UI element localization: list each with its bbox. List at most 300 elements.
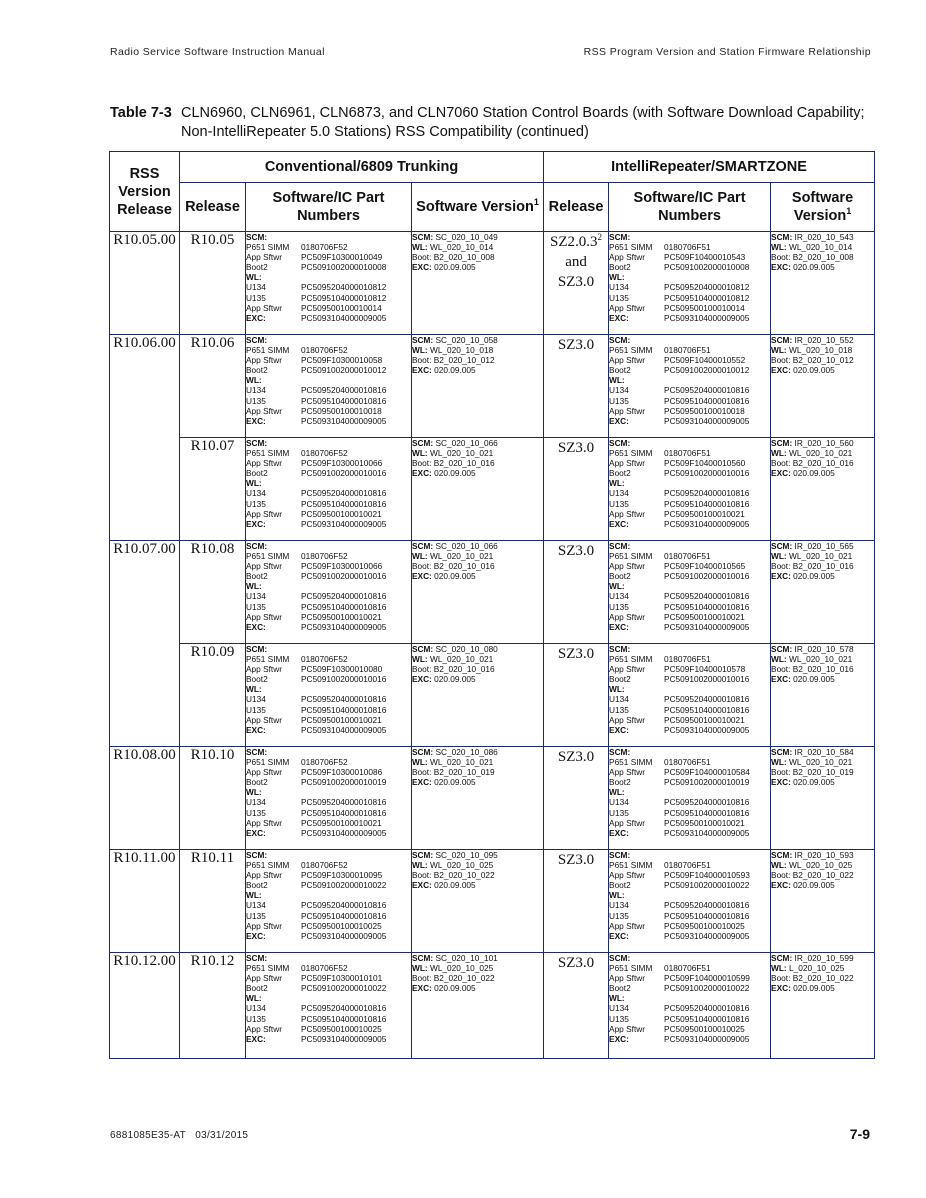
part-line <box>609 438 770 448</box>
ir-release-cell <box>544 541 609 644</box>
part-label: U134 <box>246 282 266 293</box>
version-value: IR_020_10_584 <box>794 747 854 757</box>
part-label: WL: <box>246 890 262 901</box>
part-label: Boot2 <box>609 262 631 273</box>
part-label: App Sftwr <box>609 973 645 984</box>
part-line <box>609 1024 770 1034</box>
part-label: U134 <box>609 488 629 499</box>
version-value: 020.09.005 <box>793 365 835 376</box>
version-value: SC_020_10_049 <box>435 232 498 242</box>
part-line <box>246 262 411 272</box>
part-number: PC5093104000009005 <box>664 415 750 426</box>
ir-release-line: SZ3.0 <box>557 274 595 290</box>
part-number: PC5091002000010016 <box>301 674 387 685</box>
version-line <box>771 345 874 355</box>
version-line <box>412 644 543 654</box>
part-label: App Sftwr <box>246 302 282 313</box>
ir-release-line: SZ3.0 <box>557 955 595 971</box>
part-label: U134 <box>609 282 629 293</box>
part-number: PC5091002000010022 <box>301 983 387 994</box>
part-number: PC5093104000009005 <box>664 621 750 632</box>
part-line <box>609 797 770 807</box>
rss-version-cell: R10.06.00 <box>110 335 180 541</box>
conv-release-cell: R10.06 <box>180 335 246 438</box>
version-line <box>771 963 874 973</box>
part-label: P651 SIMM <box>609 860 653 871</box>
part-number: PC5095104000010816 <box>301 601 387 612</box>
conv-release-cell: R10.09 <box>180 644 246 747</box>
part-label: U134 <box>246 591 266 602</box>
version-line <box>771 747 874 757</box>
version-label: EXC: <box>771 468 791 479</box>
part-label: EXC: <box>609 724 629 735</box>
part-line <box>609 448 770 458</box>
version-value: WL_020_10_021 <box>429 551 494 562</box>
version-label: SCM: <box>412 747 434 757</box>
part-line <box>246 365 411 375</box>
part-label: Boot2 <box>609 468 631 479</box>
version-label: SCM: <box>771 232 793 242</box>
part-number: PC5095204000010816 <box>664 1003 750 1014</box>
part-line <box>609 828 770 838</box>
part-line <box>609 602 770 612</box>
version-label: EXC: <box>412 880 432 891</box>
part-line <box>609 818 770 828</box>
version-label: Boot: <box>412 767 432 778</box>
conv-software-version-cell <box>412 232 544 335</box>
part-label: U134 <box>246 488 266 499</box>
version-label: WL: <box>412 551 428 562</box>
part-line <box>609 1003 770 1013</box>
part-number: PC509F10300010095 <box>301 870 383 881</box>
part-number: PC5091002000010012 <box>301 365 387 376</box>
part-label: P651 SIMM <box>246 551 290 562</box>
version-value: B2_020_10_019 <box>792 767 854 778</box>
part-number: PC5093104000009005 <box>301 930 387 941</box>
part-label: U135 <box>246 807 266 818</box>
version-value: B2_020_10_012 <box>792 355 854 366</box>
version-label: SCM: <box>412 232 434 242</box>
version-line <box>771 654 874 664</box>
part-label: P651 SIMM <box>609 757 653 768</box>
part-line <box>609 355 770 365</box>
version-value: WL_020_10_021 <box>789 654 853 665</box>
part-line <box>246 602 411 612</box>
part-number: 0180706F52 <box>301 551 348 562</box>
page-number: 7-9 <box>849 1126 870 1142</box>
part-number: PC5093104000009005 <box>664 827 750 838</box>
version-label: EXC: <box>412 777 432 788</box>
part-line <box>246 468 411 478</box>
version-value: WL_020_10_014 <box>789 242 853 253</box>
part-line <box>246 828 411 838</box>
version-line <box>771 468 874 478</box>
table-row <box>110 541 875 644</box>
version-value: WL_020_10_021 <box>429 448 494 459</box>
ir-release-cell <box>544 953 609 1059</box>
part-label: Boot2 <box>246 262 268 273</box>
version-label: Boot: <box>412 355 432 366</box>
version-label: EXC: <box>412 262 432 273</box>
part-line <box>609 694 770 704</box>
version-line <box>771 571 874 581</box>
part-line <box>609 911 770 921</box>
ir-release-cell <box>544 644 609 747</box>
version-value: IR_020_10_578 <box>794 644 854 654</box>
version-line <box>771 355 874 365</box>
part-label: U134 <box>246 385 266 396</box>
header-conv-release: Release <box>180 183 246 232</box>
part-number: PC5095104000010816 <box>301 498 387 509</box>
footer-doc-id: 6881085E35-AT <box>110 1130 186 1141</box>
part-line <box>246 900 411 910</box>
part-label: EXC: <box>246 724 266 735</box>
version-value: IR_020_10_543 <box>794 232 854 242</box>
ir-release-cell <box>544 850 609 953</box>
version-line <box>412 365 543 375</box>
part-label: WL: <box>246 581 262 592</box>
version-line <box>412 757 543 767</box>
part-line <box>609 519 770 529</box>
version-label: EXC: <box>771 777 791 788</box>
version-value: SC_020_10_095 <box>435 850 498 860</box>
footer-date: 03/31/2015 <box>195 1130 249 1141</box>
part-number: PC5093104000009005 <box>664 518 750 529</box>
conv-part-numbers-cell <box>246 850 412 953</box>
part-label: EXC: <box>609 1033 629 1044</box>
part-label: U135 <box>609 807 629 818</box>
part-number: PC509500100010021 <box>301 714 382 725</box>
version-label: WL: <box>771 448 787 459</box>
part-number: 0180706F51 <box>664 345 711 356</box>
part-label: P651 SIMM <box>609 448 653 459</box>
part-line <box>609 850 770 860</box>
part-line <box>609 406 770 416</box>
part-line <box>609 458 770 468</box>
part-line <box>609 880 770 890</box>
version-line <box>771 242 874 252</box>
version-label: EXC: <box>771 262 791 273</box>
part-number: PC509500100010025 <box>301 1023 382 1034</box>
version-label: Boot: <box>771 870 791 881</box>
part-line <box>246 725 411 735</box>
table-row <box>110 232 875 335</box>
version-value: 020.09.005 <box>434 880 476 891</box>
conv-software-version-cell <box>412 644 544 747</box>
part-label: App Sftwr <box>609 252 645 263</box>
part-label: U135 <box>246 910 266 921</box>
part-label: Boot2 <box>246 777 268 788</box>
part-number: PC5095204000010816 <box>664 488 750 499</box>
part-line <box>246 551 411 561</box>
part-number: 0180706F52 <box>301 963 348 974</box>
version-line <box>771 448 874 458</box>
table-body <box>110 232 875 1059</box>
version-line <box>412 335 543 345</box>
version-value: SC_020_10_066 <box>435 541 498 551</box>
version-value: 020.09.005 <box>434 365 476 376</box>
part-line <box>246 953 411 963</box>
conv-release-cell: R10.11 <box>180 850 246 953</box>
table-caption <box>110 104 870 142</box>
version-value: B2_020_10_016 <box>433 561 495 572</box>
version-label: EXC: <box>412 571 432 582</box>
part-line <box>609 252 770 262</box>
part-line <box>609 571 770 581</box>
table-title: CLN6960, CLN6961, CLN6873, and CLN7060 Station Control Boards (with Software Download Capability; Non-IntelliRepeater 5.0 Stations) RSS Compatibility (continued) <box>181 105 865 140</box>
version-line <box>412 252 543 262</box>
part-label: SCM: <box>246 438 268 448</box>
part-label: App Sftwr <box>609 664 645 675</box>
part-label: SCM: <box>609 953 631 963</box>
part-number: PC5091002000010012 <box>664 365 750 376</box>
version-label: WL: <box>771 963 787 974</box>
conv-part-numbers-cell <box>246 953 412 1059</box>
part-line <box>609 282 770 292</box>
part-label: App Sftwr <box>609 355 645 366</box>
part-label: App Sftwr <box>609 405 645 416</box>
version-value: 020.09.005 <box>793 880 835 891</box>
part-number: PC5091002000010022 <box>664 880 750 891</box>
version-value: IR_020_10_565 <box>794 541 854 551</box>
part-label: U135 <box>246 292 266 303</box>
ir-release-line: SZ3.0 <box>557 543 595 559</box>
part-number: PC509500100010021 <box>664 817 745 828</box>
version-value: B2_020_10_016 <box>792 458 854 469</box>
part-line <box>246 654 411 664</box>
part-line <box>609 808 770 818</box>
part-label: SCM: <box>246 850 268 860</box>
part-line <box>609 705 770 715</box>
part-label: U134 <box>246 694 266 705</box>
part-label: WL: <box>246 478 262 489</box>
version-line <box>412 458 543 468</box>
part-line <box>246 272 411 282</box>
part-line <box>246 818 411 828</box>
part-label: WL: <box>609 890 625 901</box>
part-line <box>609 993 770 1003</box>
conv-part-numbers-cell <box>246 232 412 335</box>
version-line <box>771 644 874 654</box>
version-value: L_020_10_025 <box>789 963 845 974</box>
part-line <box>246 880 411 890</box>
version-label: WL: <box>412 242 428 253</box>
version-line <box>412 767 543 777</box>
part-number: 0180706F51 <box>664 448 711 459</box>
part-number: PC509500100010025 <box>664 1023 745 1034</box>
ir-part-numbers-cell <box>609 541 771 644</box>
part-number: PC5095104000010816 <box>301 704 387 715</box>
version-label: SCM: <box>771 644 793 654</box>
part-number: 0180706F52 <box>301 654 348 665</box>
conv-release-cell: R10.12 <box>180 953 246 1059</box>
part-label: U134 <box>609 900 629 911</box>
part-number: PC5095204000010816 <box>301 1003 387 1014</box>
part-line <box>246 797 411 807</box>
part-line <box>246 808 411 818</box>
part-line <box>246 612 411 622</box>
part-line <box>609 622 770 632</box>
part-number: PC5093104000009005 <box>301 621 387 632</box>
ir-release-cell <box>544 747 609 850</box>
part-line <box>246 715 411 725</box>
part-number: PC5095204000010816 <box>301 488 387 499</box>
part-number: PC509500100010021 <box>664 508 745 519</box>
part-line <box>609 581 770 591</box>
part-label: U135 <box>609 292 629 303</box>
version-value: WL_020_10_025 <box>789 860 853 871</box>
version-line <box>412 541 543 551</box>
part-label: U134 <box>609 591 629 602</box>
version-label: WL: <box>412 860 428 871</box>
part-label: P651 SIMM <box>609 242 653 253</box>
part-label: P651 SIMM <box>609 654 653 665</box>
part-label: U135 <box>609 498 629 509</box>
part-label: U134 <box>246 797 266 808</box>
part-line <box>246 890 411 900</box>
part-number: PC5095104000010812 <box>664 292 750 303</box>
version-value: IR_020_10_599 <box>794 953 854 963</box>
part-number: PC5095204000010816 <box>301 591 387 602</box>
part-label: App Sftwr <box>246 920 282 931</box>
part-label: U135 <box>246 1013 266 1024</box>
part-label: P651 SIMM <box>609 551 653 562</box>
version-line <box>412 355 543 365</box>
part-line <box>609 365 770 375</box>
version-label: WL: <box>771 654 787 665</box>
part-line <box>246 684 411 694</box>
conv-part-numbers-cell <box>246 644 412 747</box>
version-label: SCM: <box>412 850 434 860</box>
part-line <box>609 262 770 272</box>
part-label: EXC: <box>246 312 266 323</box>
ir-software-version-cell <box>771 438 875 541</box>
version-value: WL_020_10_014 <box>429 242 494 253</box>
part-label: SCM: <box>246 644 268 654</box>
part-label: SCM: <box>609 541 631 551</box>
ir-part-numbers-cell <box>609 335 771 438</box>
part-line <box>246 664 411 674</box>
conv-release-cell: R10.07 <box>180 438 246 541</box>
part-number: PC509F10400010565 <box>664 561 746 572</box>
part-line <box>246 242 411 252</box>
part-number: PC5091002000010022 <box>664 983 750 994</box>
part-number: PC5095104000010812 <box>301 292 387 303</box>
part-line <box>246 438 411 448</box>
part-line <box>246 931 411 941</box>
part-number: PC5095104000010816 <box>664 498 750 509</box>
part-line <box>246 385 411 395</box>
ir-part-numbers-cell <box>609 438 771 541</box>
version-value: 020.09.005 <box>434 262 476 273</box>
part-line <box>609 757 770 767</box>
version-line <box>771 458 874 468</box>
version-line <box>412 242 543 252</box>
part-label: P651 SIMM <box>246 860 290 871</box>
header-ir-release: Release <box>544 183 609 232</box>
part-line <box>609 1034 770 1044</box>
part-line <box>609 242 770 252</box>
version-line <box>771 767 874 777</box>
version-line <box>771 983 874 993</box>
part-label: P651 SIMM <box>246 963 290 974</box>
part-number: PC5093104000009005 <box>664 724 750 735</box>
part-number: PC509F104000010599 <box>664 973 750 984</box>
part-label: WL: <box>609 272 625 283</box>
part-label: WL: <box>246 272 262 283</box>
rss-version-cell: R10.07.00 <box>110 541 180 747</box>
part-label: WL: <box>609 993 625 1004</box>
part-number: PC5091002000010016 <box>301 571 387 582</box>
table-row <box>110 953 875 1059</box>
version-value: B2_020_10_022 <box>433 973 495 984</box>
version-label: Boot: <box>412 973 432 984</box>
running-header-left: Radio Service Software Instruction Manual <box>110 46 325 58</box>
part-label: App Sftwr <box>246 561 282 572</box>
conv-software-version-cell <box>412 953 544 1059</box>
part-line <box>246 416 411 426</box>
part-label: U135 <box>609 601 629 612</box>
version-label: SCM: <box>771 438 793 448</box>
version-label: Boot: <box>771 767 791 778</box>
version-value: WL_020_10_021 <box>789 448 853 459</box>
version-value: B2_020_10_016 <box>792 664 854 675</box>
version-value: 020.09.005 <box>434 571 476 582</box>
version-line <box>412 747 543 757</box>
version-line <box>412 880 543 890</box>
part-number: PC509F10300010049 <box>301 252 383 263</box>
part-line <box>246 1034 411 1044</box>
version-label: Boot: <box>412 458 432 469</box>
part-line <box>246 860 411 870</box>
version-line <box>412 963 543 973</box>
header-conv-software-version: Software Version$^1$ <box>412 183 544 232</box>
part-number: 0180706F51 <box>664 551 711 562</box>
version-line <box>412 953 543 963</box>
part-label: SCM: <box>609 850 631 860</box>
ir-part-numbers-cell <box>609 644 771 747</box>
part-label: SCM: <box>609 747 631 757</box>
part-label: SCM: <box>246 335 268 345</box>
version-line <box>771 664 874 674</box>
version-line <box>412 262 543 272</box>
part-label: Boot2 <box>609 674 631 685</box>
part-line <box>246 561 411 571</box>
part-line <box>609 551 770 561</box>
version-label: SCM: <box>412 438 434 448</box>
table-row <box>110 644 875 747</box>
part-line <box>246 478 411 488</box>
part-line <box>609 541 770 551</box>
part-line <box>609 870 770 880</box>
part-label: U135 <box>246 395 266 406</box>
version-line <box>412 983 543 993</box>
part-number: PC5095104000010816 <box>664 807 750 818</box>
part-number: PC509F10300010086 <box>301 767 383 778</box>
part-number: PC5095204000010816 <box>301 900 387 911</box>
part-number: PC5095104000010816 <box>301 910 387 921</box>
version-label: SCM: <box>412 644 434 654</box>
part-label: App Sftwr <box>246 870 282 881</box>
part-label: EXC: <box>609 415 629 426</box>
part-line <box>246 591 411 601</box>
part-number: PC5091002000010016 <box>664 468 750 479</box>
part-number: PC5095104000010816 <box>664 910 750 921</box>
part-line <box>609 499 770 509</box>
ir-part-numbers-cell <box>609 747 771 850</box>
version-line <box>412 232 543 242</box>
version-label: WL: <box>412 345 428 356</box>
